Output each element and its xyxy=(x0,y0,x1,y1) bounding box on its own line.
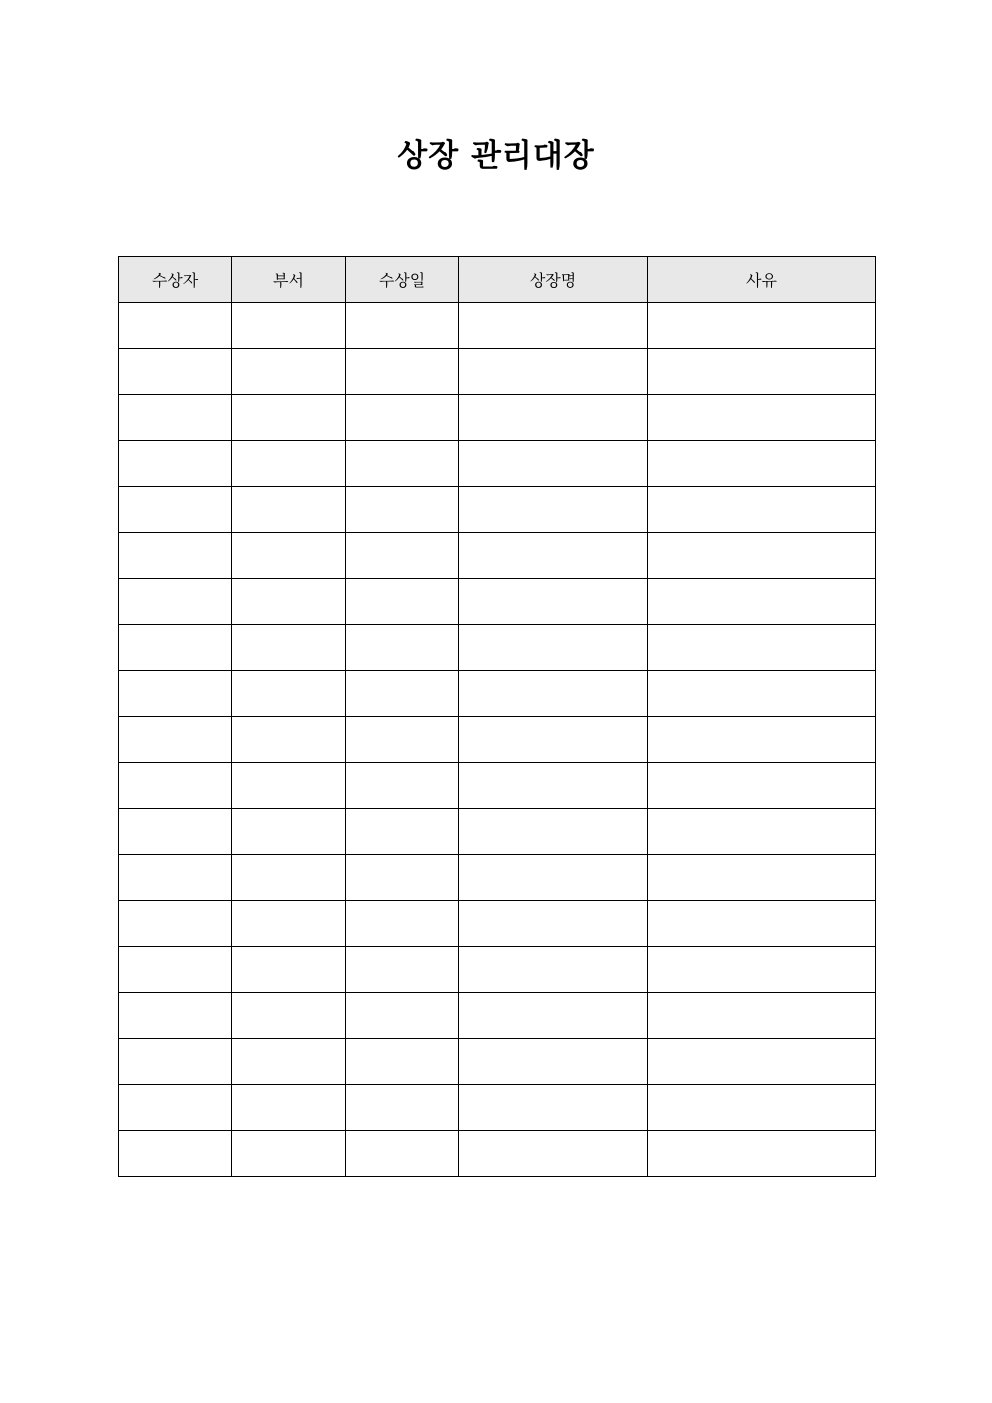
reason-cell[interactable] xyxy=(648,671,876,717)
award-name-cell[interactable] xyxy=(459,533,648,579)
department-cell[interactable] xyxy=(232,441,346,487)
award-date-cell[interactable] xyxy=(346,901,459,947)
table-row xyxy=(119,395,876,441)
table-row xyxy=(119,763,876,809)
reason-cell[interactable] xyxy=(648,395,876,441)
reason-cell[interactable] xyxy=(648,947,876,993)
award-name-cell[interactable] xyxy=(459,901,648,947)
table-row xyxy=(119,1131,876,1177)
reason-cell[interactable] xyxy=(648,1131,876,1177)
header-recipient: 수상자 xyxy=(119,257,232,303)
award-date-cell[interactable] xyxy=(346,809,459,855)
header-department: 부서 xyxy=(232,257,346,303)
recipient-cell[interactable] xyxy=(119,671,232,717)
department-cell[interactable] xyxy=(232,533,346,579)
department-cell[interactable] xyxy=(232,993,346,1039)
department-cell[interactable] xyxy=(232,303,346,349)
award-date-cell[interactable] xyxy=(346,947,459,993)
award-name-cell[interactable] xyxy=(459,947,648,993)
reason-cell[interactable] xyxy=(648,349,876,395)
recipient-cell[interactable] xyxy=(119,487,232,533)
header-award-date: 수상일 xyxy=(346,257,459,303)
award-date-cell[interactable] xyxy=(346,717,459,763)
table-row xyxy=(119,487,876,533)
table-row xyxy=(119,809,876,855)
award-name-cell[interactable] xyxy=(459,625,648,671)
award-name-cell[interactable] xyxy=(459,303,648,349)
department-cell[interactable] xyxy=(232,901,346,947)
recipient-cell[interactable] xyxy=(119,625,232,671)
recipient-cell[interactable] xyxy=(119,901,232,947)
table-row xyxy=(119,947,876,993)
department-cell[interactable] xyxy=(232,717,346,763)
reason-cell[interactable] xyxy=(648,579,876,625)
recipient-cell[interactable] xyxy=(119,763,232,809)
department-cell[interactable] xyxy=(232,1039,346,1085)
recipient-cell[interactable] xyxy=(119,579,232,625)
recipient-cell[interactable] xyxy=(119,533,232,579)
award-name-cell[interactable] xyxy=(459,809,648,855)
table-row xyxy=(119,625,876,671)
department-cell[interactable] xyxy=(232,855,346,901)
reason-cell[interactable] xyxy=(648,809,876,855)
department-cell[interactable] xyxy=(232,947,346,993)
award-name-cell[interactable] xyxy=(459,579,648,625)
award-date-cell[interactable] xyxy=(346,993,459,1039)
award-date-cell[interactable] xyxy=(346,1131,459,1177)
table-row xyxy=(119,579,876,625)
award-name-cell[interactable] xyxy=(459,395,648,441)
recipient-cell[interactable] xyxy=(119,717,232,763)
department-cell[interactable] xyxy=(232,671,346,717)
reason-cell[interactable] xyxy=(648,625,876,671)
table-row xyxy=(119,1085,876,1131)
recipient-cell[interactable] xyxy=(119,993,232,1039)
award-name-cell[interactable] xyxy=(459,487,648,533)
department-cell[interactable] xyxy=(232,1131,346,1177)
table-row xyxy=(119,717,876,763)
award-name-cell[interactable] xyxy=(459,1085,648,1131)
award-name-cell[interactable] xyxy=(459,855,648,901)
table-row xyxy=(119,901,876,947)
award-date-cell[interactable] xyxy=(346,1085,459,1131)
reason-cell[interactable] xyxy=(648,717,876,763)
page-title: 상장 관리대장 xyxy=(397,138,595,174)
award-date-cell[interactable] xyxy=(346,487,459,533)
recipient-cell[interactable] xyxy=(119,395,232,441)
award-date-cell[interactable] xyxy=(346,579,459,625)
recipient-cell[interactable] xyxy=(119,303,232,349)
table-row xyxy=(119,303,876,349)
award-ledger-table xyxy=(118,256,876,1177)
recipient-cell[interactable] xyxy=(119,947,232,993)
reason-cell[interactable] xyxy=(648,763,876,809)
award-date-cell[interactable] xyxy=(346,855,459,901)
award-name-cell[interactable] xyxy=(459,1039,648,1085)
recipient-cell[interactable] xyxy=(119,1085,232,1131)
award-date-cell[interactable] xyxy=(346,303,459,349)
recipient-cell[interactable] xyxy=(119,441,232,487)
award-name-cell[interactable] xyxy=(459,717,648,763)
award-date-cell[interactable] xyxy=(346,395,459,441)
department-cell[interactable] xyxy=(232,395,346,441)
recipient-cell[interactable] xyxy=(119,855,232,901)
reason-cell[interactable] xyxy=(648,533,876,579)
reason-cell[interactable] xyxy=(648,487,876,533)
award-name-cell[interactable] xyxy=(459,1131,648,1177)
table-row xyxy=(119,349,876,395)
table-row xyxy=(119,855,876,901)
table-row xyxy=(119,1039,876,1085)
table-row xyxy=(119,441,876,487)
header-reason: 사유 xyxy=(648,257,876,303)
award-name-cell[interactable] xyxy=(459,349,648,395)
table-header-row xyxy=(119,257,876,303)
award-date-cell[interactable] xyxy=(346,533,459,579)
reason-cell[interactable] xyxy=(648,303,876,349)
recipient-cell[interactable] xyxy=(119,1131,232,1177)
department-cell[interactable] xyxy=(232,1085,346,1131)
reason-cell[interactable] xyxy=(648,1085,876,1131)
department-cell[interactable] xyxy=(232,625,346,671)
department-cell[interactable] xyxy=(232,809,346,855)
department-cell[interactable] xyxy=(232,349,346,395)
table-body xyxy=(119,303,876,1177)
award-name-cell[interactable] xyxy=(459,763,648,809)
table-row xyxy=(119,533,876,579)
award-name-cell[interactable] xyxy=(459,671,648,717)
award-date-cell[interactable] xyxy=(346,1039,459,1085)
department-cell[interactable] xyxy=(232,487,346,533)
recipient-cell[interactable] xyxy=(119,349,232,395)
recipient-cell[interactable] xyxy=(119,1039,232,1085)
award-date-cell[interactable] xyxy=(346,763,459,809)
award-date-cell[interactable] xyxy=(346,625,459,671)
department-cell[interactable] xyxy=(232,579,346,625)
header-award-name: 상장명 xyxy=(459,257,648,303)
reason-cell[interactable] xyxy=(648,855,876,901)
reason-cell[interactable] xyxy=(648,1039,876,1085)
reason-cell[interactable] xyxy=(648,441,876,487)
award-date-cell[interactable] xyxy=(346,671,459,717)
reason-cell[interactable] xyxy=(648,993,876,1039)
table-row xyxy=(119,993,876,1039)
award-name-cell[interactable] xyxy=(459,441,648,487)
table-row xyxy=(119,671,876,717)
award-name-cell[interactable] xyxy=(459,993,648,1039)
award-date-cell[interactable] xyxy=(346,441,459,487)
department-cell[interactable] xyxy=(232,763,346,809)
award-date-cell[interactable] xyxy=(346,349,459,395)
reason-cell[interactable] xyxy=(648,901,876,947)
recipient-cell[interactable] xyxy=(119,809,232,855)
